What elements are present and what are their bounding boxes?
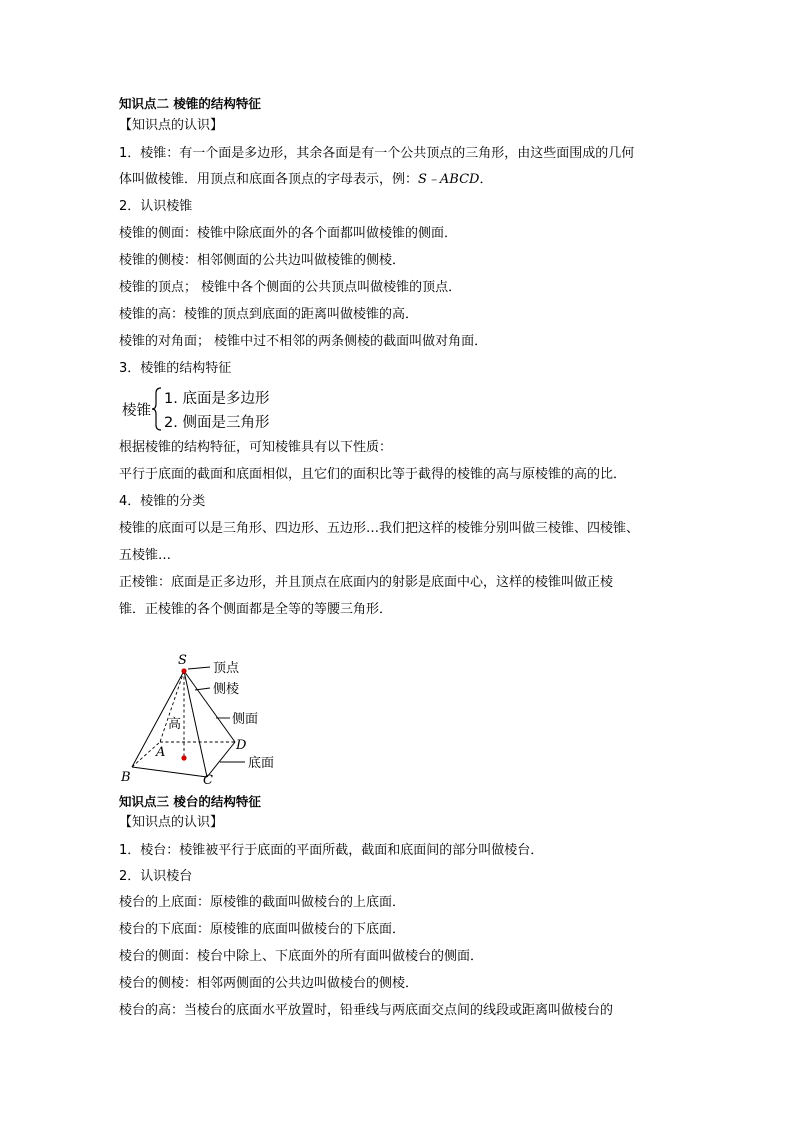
label-apex: 顶点 bbox=[213, 661, 240, 676]
punctuation: ． bbox=[479, 172, 493, 187]
section-title-pyramid: 知识点二 棱锥的结构特征 bbox=[119, 96, 261, 111]
apex-point bbox=[181, 668, 186, 673]
vertex-label-S: S bbox=[178, 653, 187, 668]
vertex-label-C: C bbox=[203, 773, 213, 788]
structure-brace bbox=[122, 385, 322, 431]
edge-BC bbox=[132, 767, 207, 777]
section-subtitle: 【知识点的认识】 bbox=[119, 815, 224, 830]
def-lower-base: 棱台的下底面：原棱锥的底面叫做棱台的下底面． bbox=[119, 922, 406, 937]
subheading-know-pyramid: 2．认识棱锥 bbox=[119, 199, 193, 214]
brace-item-base: 1. 底面是多边形 bbox=[164, 391, 270, 407]
subheading-structure: 3．棱锥的结构特征 bbox=[119, 361, 232, 376]
subheading-classification: 4．棱锥的分类 bbox=[119, 494, 206, 509]
edge-CD bbox=[207, 742, 235, 777]
vertex-label-D: D bbox=[236, 738, 247, 753]
vertex-label-B: B bbox=[121, 770, 131, 785]
definition-text: 体叫做棱锥．用顶点和底面各顶点的字母表示，例： bbox=[119, 172, 419, 187]
regular-pyramid-line1: 正棱锥：底面是正多边形，并且顶点在底面内的射影是底面中心，这样的棱锥叫做正棱 bbox=[119, 575, 614, 590]
label-side-edge: 侧棱 bbox=[213, 682, 240, 697]
brace-item-sides: 2. 侧面是三角形 bbox=[164, 415, 270, 431]
leader-apex bbox=[188, 667, 210, 669]
brace-label: 棱锥 bbox=[122, 403, 151, 419]
property-intro: 根据棱锥的结构特征，可知棱锥具有以下性质： bbox=[119, 440, 393, 455]
pyramid-figure bbox=[112, 650, 312, 790]
section-subtitle: 【知识点的认识】 bbox=[119, 118, 224, 133]
subheading-know-frustum: 2．认识棱台 bbox=[119, 869, 193, 884]
label-side-face: 侧面 bbox=[232, 712, 259, 727]
label-height: 高 bbox=[168, 717, 182, 732]
def-frustum-side-face: 棱台的侧面：棱台中除上、下底面外的所有面叫做棱台的侧面． bbox=[119, 949, 484, 964]
classification-line1: 棱锥的底面可以是三角形、四边形、五边形…我们把这样的棱锥分别叫做三棱锥、四棱锥、 bbox=[119, 521, 640, 536]
def-side-face: 棱锥的侧面：棱锥中除底面外的各个面都叫做棱锥的侧面． bbox=[119, 226, 458, 241]
left-brace-icon bbox=[151, 387, 163, 431]
definition-frustum: 1．棱台：棱锥被平行于底面的平面所截，截面和底面间的部分叫做棱台． bbox=[119, 843, 544, 858]
def-apex: 棱锥的顶点； 棱锥中各个侧面的公共顶点叫做棱锥的顶点． bbox=[119, 280, 462, 295]
section-title-frustum: 知识点三 棱台的结构特征 bbox=[119, 794, 261, 809]
definition-pyramid-line2 bbox=[119, 172, 493, 188]
base-center-point bbox=[181, 755, 186, 760]
label-base: 底面 bbox=[248, 756, 275, 771]
def-diagonal-face: 棱锥的对角面； 棱锥中过不相邻的两条侧棱的截面叫做对角面． bbox=[119, 334, 488, 349]
classification-line2: 五棱锥… bbox=[119, 548, 172, 563]
notation-example: S﹣ABCD bbox=[418, 172, 480, 187]
def-frustum-height: 棱台的高：当棱台的底面水平放置时，铅垂线与两底面交点间的线段或距离叫做棱台的 bbox=[119, 1003, 614, 1018]
property-text: 平行于底面的截面和底面相似，且它们的面积比等于截得的棱锥的高与原棱锥的高的比． bbox=[119, 467, 627, 482]
def-frustum-side-edge: 棱台的侧棱：相邻两侧面的公共边叫做棱台的侧棱． bbox=[119, 976, 419, 991]
vertex-label-A: A bbox=[156, 745, 166, 760]
def-side-edge: 棱锥的侧棱：相邻侧面的公共边叫做棱锥的侧棱． bbox=[119, 253, 406, 268]
definition-pyramid-line1: 1．棱锥：有一个面是多边形，其余各面是有一个公共顶点的三角形，由这些面围成的几何 bbox=[119, 146, 635, 161]
def-height: 棱锥的高：棱锥的顶点到底面的距离叫做棱锥的高． bbox=[119, 307, 419, 322]
regular-pyramid-line2: 锥．正棱锥的各个侧面都是全等的等腰三角形． bbox=[119, 602, 393, 617]
def-upper-base: 棱台的上底面：原棱锥的截面叫做棱台的上底面． bbox=[119, 895, 406, 910]
